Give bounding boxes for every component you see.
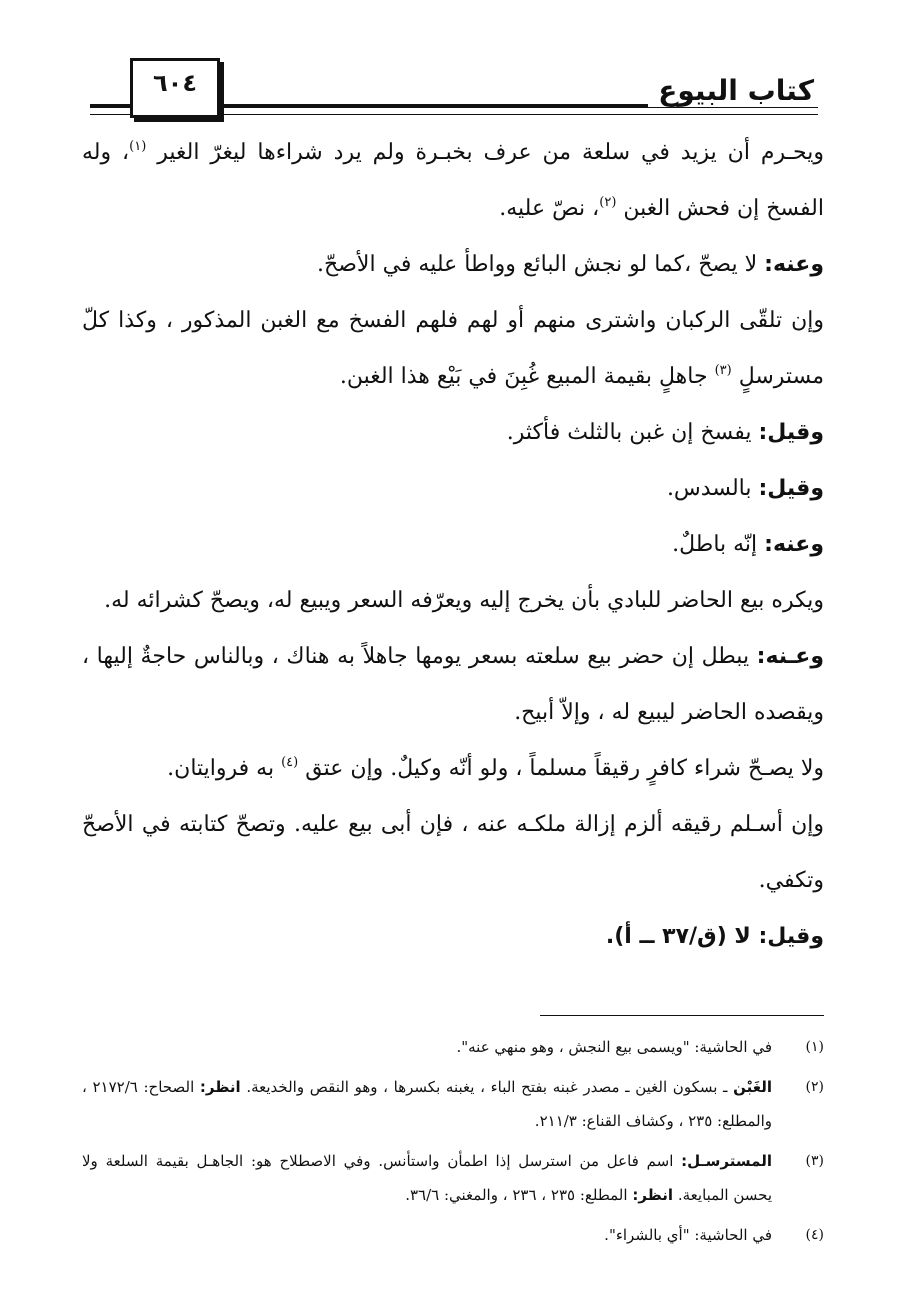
page-header	[90, 58, 818, 118]
paragraph-label: وعـنه:	[756, 644, 824, 669]
paragraph	[82, 237, 824, 293]
paragraph-text: ولا يصـحّ شراء كافرٍ رقيقاً مسلماً ، ولو أنّه وكيلٌ. وإن عتق	[305, 756, 824, 781]
paragraph-text: يفسخ إن غبن بالثلث فأكثر.	[506, 420, 752, 445]
footnote-see-label: انظر:	[632, 1186, 674, 1204]
footnotes	[82, 1030, 824, 1258]
paragraph-label: وعنه:	[764, 532, 824, 557]
footnote	[82, 1144, 824, 1212]
chapter-title: كتاب البيوع	[648, 74, 818, 107]
main-text	[82, 125, 824, 965]
paragraph-text: يبطل إن حضر بيع سلعته بسعر يومها جاهلاً به هناك ، وبالناس حاجةٌ إليها ، ويقصده الحاضر ليبيع له ، وإلاّ أبيح.	[82, 644, 824, 725]
footnote-number: (١)	[805, 1039, 824, 1055]
footnote-body: في الحاشية: "أي بالشراء".	[604, 1226, 772, 1244]
paragraph	[82, 405, 824, 461]
footnote-sources: المطلع: ٢٣٥ ، ٢٣٦ ، والمغني: ٣٦/٦.	[405, 1186, 628, 1204]
paragraph	[82, 517, 824, 573]
paragraph-text: لا يصحّ ،كما لو نجش البائع وواطأ عليه في الأصحّ.	[317, 252, 758, 277]
paragraph-label: وعنه:	[764, 252, 824, 277]
footnote	[82, 1070, 824, 1138]
paragraph-text: ، نصّ عليه.	[499, 196, 600, 221]
footnote-number: (٤)	[805, 1227, 824, 1243]
paragraph-text: بالسدس.	[666, 476, 752, 501]
paragraph-text: وإن تلقّى الركبان واشترى منهم أو لهم فلهم الفسخ مع الغبن المذكور ، وكذا كلّ مسترسلٍ	[82, 308, 824, 389]
paragraph	[82, 909, 824, 965]
footnote-term: الغَبْن	[733, 1078, 773, 1096]
footnote-body: في الحاشية: "ويسمى بيع النجش ، وهو منهي عنه".	[456, 1038, 772, 1056]
paragraph	[82, 629, 824, 741]
footnote	[82, 1218, 824, 1252]
paragraph-label: وقيل:	[758, 924, 824, 949]
paragraph-label: وقيل:	[758, 420, 824, 445]
footnote-sources: الصحاح: ٢١٧٢/٦ ، والمطلع: ٢٣٥ ، وكشاف القناع: ٢١١/٣.	[82, 1078, 772, 1130]
page-number: ٦٠٤	[130, 58, 220, 118]
paragraph-text: وإن أسـلم رقيقه ألزم إزالة ملكـه عنه ، فإن أبى بيع عليه. وتصحّ كتابته في الأصحّ وتكفي.	[82, 812, 824, 893]
paragraph-text: إنّه باطلٌ.	[672, 532, 758, 557]
paragraph	[82, 573, 824, 629]
paragraph-label: وقيل:	[758, 476, 824, 501]
footnote-ref[interactable]: (٢)	[599, 195, 617, 210]
footnote-separator	[540, 1015, 824, 1016]
footnote	[82, 1030, 824, 1064]
footnote-ref[interactable]: (٤)	[281, 755, 299, 770]
footnote-text	[82, 1070, 772, 1138]
footnote-text	[82, 1144, 772, 1212]
paragraph	[82, 797, 824, 909]
paragraph	[82, 125, 824, 237]
paragraph-text: به فروايتان.	[167, 756, 275, 781]
footnote-number: (٣)	[805, 1153, 824, 1169]
paragraph-text: جاهلٍ بقيمة المبيع غُبِنَ في بَيْع هذا الغبن.	[339, 364, 708, 389]
paragraph-text: ويحـرم أن يزيد في سلعة من عرف بخبـرة ولم يرد شراءها ليغرّ الغير	[157, 140, 825, 165]
footnote-ref[interactable]: (٣)	[714, 363, 732, 378]
paragraph-text: ، وله الفسخ إن فحش الغبن	[82, 140, 824, 221]
footnote-ref[interactable]: (١)	[129, 139, 147, 154]
paragraph-text: لا (ق/٣٧ ــ أ).	[605, 924, 751, 949]
paragraph-text: ويكره بيع الحاضر للبادي بأن يخرج إليه ويعرّفه السعر ويبيع له، ويصحّ كشرائه له.	[104, 588, 824, 613]
footnote-number: (٢)	[805, 1079, 824, 1095]
footnote-term: المسترسـل:	[681, 1152, 772, 1170]
footnote-see-label: انظر:	[199, 1078, 241, 1096]
paragraph	[82, 741, 824, 797]
paragraph	[82, 293, 824, 405]
footnote-body: اسم فاعل من استرسل إذا اطمأن واستأنس. وفي الاصطلاح هو: الجاهـل بقيمة السلعة ولا يحسن المبايعة.	[82, 1152, 772, 1204]
paragraph	[82, 461, 824, 517]
footnote-text	[82, 1030, 772, 1064]
footnote-body: ـ بسكون الغين ـ مصدر غبنه بفتح الباء ، يغبنه بكسرها ، وهو النقص والخديعة.	[246, 1078, 728, 1096]
footnote-text	[82, 1218, 772, 1252]
